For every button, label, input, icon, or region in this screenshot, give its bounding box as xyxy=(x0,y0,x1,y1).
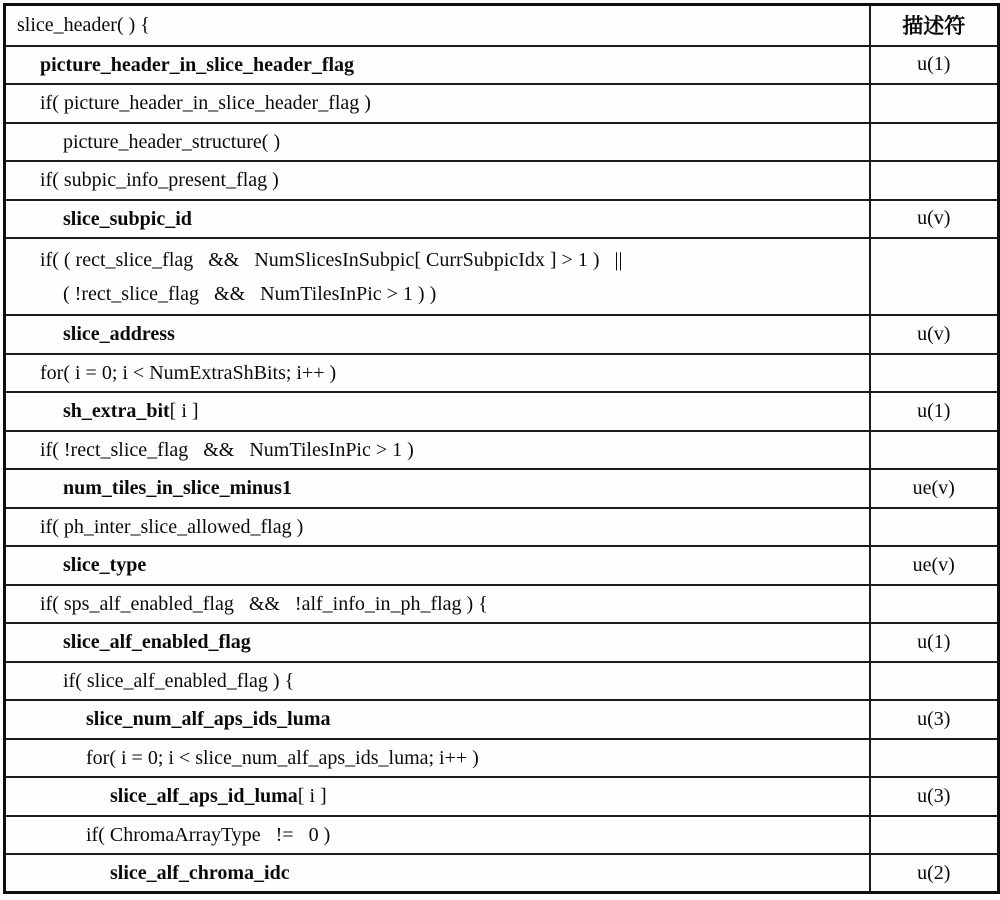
descriptor-cell: ue(v) xyxy=(870,546,999,585)
descriptor-cell: u(v) xyxy=(870,200,999,239)
syntax-cell xyxy=(5,315,870,354)
syntax-line xyxy=(6,125,869,159)
descriptor-cell xyxy=(870,84,999,123)
syntax-line xyxy=(6,356,869,390)
syntax-line xyxy=(6,86,869,120)
descriptor-cell xyxy=(870,816,999,855)
descriptor-cell xyxy=(870,123,999,162)
table-row xyxy=(5,469,999,508)
syntax-cell xyxy=(5,700,870,739)
table-row xyxy=(5,123,999,162)
syntax-cell xyxy=(5,123,870,162)
descriptor-cell: u(1) xyxy=(870,623,999,662)
syntax-cell xyxy=(5,161,870,200)
table-row xyxy=(5,623,999,662)
syntax-element-name: picture_header_in_slice_header_flag xyxy=(40,53,355,76)
descriptor-cell: u(3) xyxy=(870,700,999,739)
syntax-cell xyxy=(5,585,870,624)
syntax-text: if( !rect_slice_flag && NumTilesInPic > 1 ) xyxy=(40,438,414,461)
table-row xyxy=(5,431,999,470)
descriptor-cell xyxy=(870,238,999,315)
syntax-text: if( ChromaArrayType != 0 ) xyxy=(86,823,331,846)
syntax-element-name: slice_type xyxy=(63,554,147,577)
syntax-text: if( picture_header_in_slice_header_flag ) xyxy=(40,92,371,115)
descriptor-cell: ue(v) xyxy=(870,469,999,508)
table-row xyxy=(5,161,999,200)
syntax-element-name: slice_num_alf_aps_ids_luma xyxy=(86,708,331,731)
syntax-text: picture_header_structure( ) xyxy=(63,130,281,153)
descriptor-cell: u(3) xyxy=(870,777,999,816)
syntax-element-name: sh_extra_bit xyxy=(63,400,170,423)
syntax-line xyxy=(6,317,869,351)
table-row xyxy=(5,5,999,46)
syntax-element-name: slice_alf_chroma_idc xyxy=(110,862,290,884)
table-row xyxy=(5,392,999,431)
syntax-cell xyxy=(5,392,870,431)
syntax-text: for( i = 0; i < NumExtraShBits; i++ ) xyxy=(40,361,337,384)
syntax-text: [ i ] xyxy=(169,400,199,423)
syntax-line xyxy=(6,8,869,42)
table-row xyxy=(5,508,999,547)
syntax-line xyxy=(6,548,869,582)
table-row xyxy=(5,84,999,123)
syntax-text: if( ( rect_slice_flag && NumSlicesInSubpic[ CurrSubpicIdx ] > 1 ) || xyxy=(40,248,623,271)
syntax-text: if( ph_inter_slice_allowed_flag ) xyxy=(40,515,304,538)
syntax-text: if( slice_alf_enabled_flag ) { xyxy=(63,669,295,692)
descriptor-cell xyxy=(870,739,999,778)
syntax-text: [ i ] xyxy=(297,785,327,808)
syntax-text: if( subpic_info_present_flag ) xyxy=(40,169,279,192)
table-row xyxy=(5,662,999,701)
syntax-element-name: slice_alf_aps_id_luma xyxy=(110,785,298,808)
syntax-line xyxy=(6,702,869,736)
syntax-text: ( !rect_slice_flag && NumTilesInPic > 1 ) ) xyxy=(63,282,437,305)
descriptor-column-header: 描述符 xyxy=(870,5,999,46)
table-row xyxy=(5,777,999,816)
descriptor-cell xyxy=(870,431,999,470)
table-row xyxy=(5,816,999,855)
table-row xyxy=(5,354,999,393)
syntax-cell xyxy=(5,469,870,508)
syntax-cell xyxy=(5,816,870,855)
syntax-line xyxy=(6,433,869,467)
table-row xyxy=(5,546,999,585)
syntax-table-body xyxy=(5,5,999,893)
descriptor-cell: u(2) xyxy=(870,854,999,893)
syntax-element-name: num_tiles_in_slice_minus1 xyxy=(63,477,292,500)
syntax-line xyxy=(6,471,869,505)
descriptor-cell xyxy=(870,354,999,393)
descriptor-cell xyxy=(870,161,999,200)
syntax-element-name: slice_alf_enabled_flag xyxy=(63,631,251,654)
syntax-text: slice_header( ) { xyxy=(17,14,150,37)
syntax-cell xyxy=(5,46,870,85)
descriptor-cell: u(1) xyxy=(870,392,999,431)
descriptor-cell: u(1) xyxy=(870,46,999,85)
syntax-text: for( i = 0; i < slice_num_alf_aps_ids_luma; i++ ) xyxy=(86,746,479,769)
table-row xyxy=(5,700,999,739)
syntax-cell xyxy=(5,739,870,778)
table-row xyxy=(5,46,999,85)
syntax-line xyxy=(6,202,869,236)
syntax-line xyxy=(6,587,869,621)
syntax-line xyxy=(6,856,869,890)
syntax-line xyxy=(6,48,869,82)
syntax-cell xyxy=(5,662,870,701)
syntax-cell xyxy=(5,354,870,393)
table-row xyxy=(5,739,999,778)
syntax-cell xyxy=(5,238,870,315)
syntax-line xyxy=(6,243,869,277)
descriptor-cell xyxy=(870,508,999,547)
syntax-cell xyxy=(5,546,870,585)
syntax-element-name: slice_address xyxy=(63,323,175,346)
syntax-line xyxy=(6,510,869,544)
syntax-cell xyxy=(5,200,870,239)
descriptor-cell xyxy=(870,662,999,701)
syntax-line xyxy=(6,163,869,197)
table-row xyxy=(5,200,999,239)
syntax-text: if( sps_alf_enabled_flag && !alf_info_in_ph_flag ) { xyxy=(40,592,488,615)
syntax-cell xyxy=(5,623,870,662)
table-row xyxy=(5,585,999,624)
syntax-element-name: slice_subpic_id xyxy=(63,207,192,230)
descriptor-cell xyxy=(870,585,999,624)
slice-header-syntax-table xyxy=(3,3,1000,894)
table-row xyxy=(5,238,999,315)
syntax-line xyxy=(6,625,869,659)
syntax-cell xyxy=(5,431,870,470)
syntax-cell xyxy=(5,777,870,816)
syntax-line xyxy=(6,741,869,775)
syntax-line xyxy=(6,664,869,698)
syntax-cell xyxy=(5,84,870,123)
syntax-line xyxy=(6,394,869,428)
descriptor-cell: u(v) xyxy=(870,315,999,354)
syntax-line xyxy=(6,818,869,852)
syntax-line xyxy=(6,779,869,813)
syntax-cell xyxy=(5,508,870,547)
table-row xyxy=(5,315,999,354)
syntax-line xyxy=(6,277,869,311)
syntax-cell xyxy=(5,854,870,893)
syntax-header-cell xyxy=(5,5,870,46)
table-row xyxy=(5,854,999,893)
